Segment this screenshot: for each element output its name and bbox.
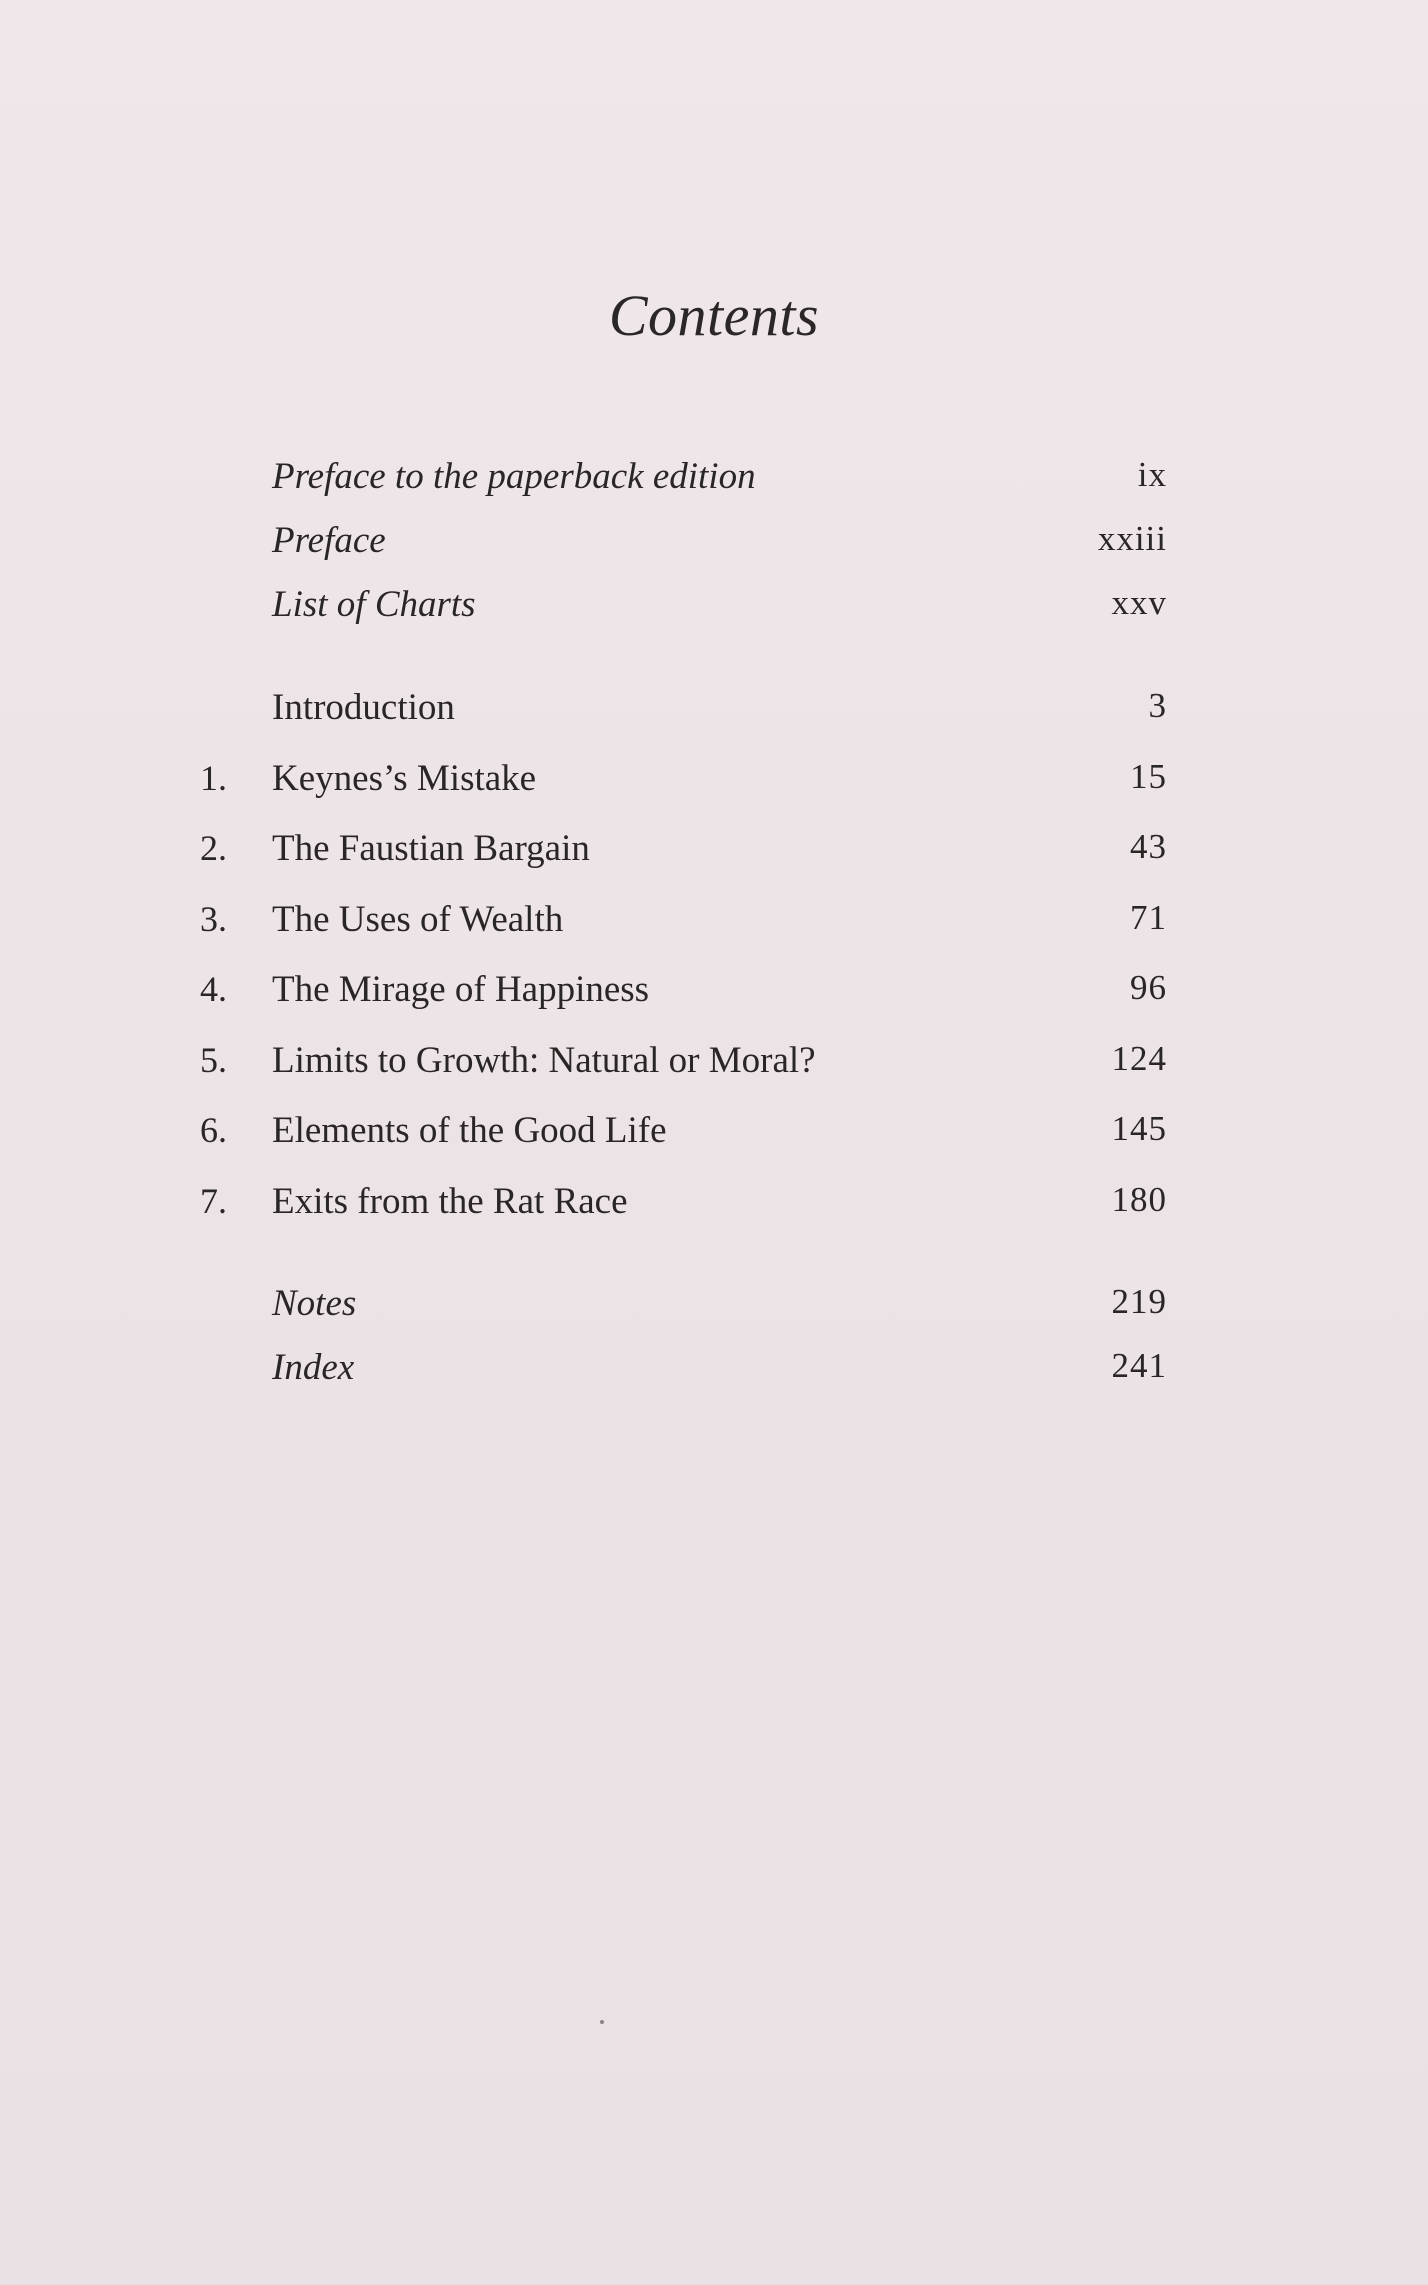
toc-entry-label: List of Charts <box>272 584 476 625</box>
toc-entry-introduction[interactable] <box>272 686 1167 734</box>
toc-entry-list-of-charts[interactable] <box>272 583 1167 631</box>
toc-entry-label: Notes <box>272 1283 357 1324</box>
toc-entry-page: 241 <box>1111 1346 1167 1385</box>
toc-entry-page: 124 <box>1111 1039 1167 1078</box>
toc-entry-page: 3 <box>1148 686 1167 725</box>
toc-entry-label: Preface to the paperback edition <box>272 456 756 497</box>
toc-entry-chapter-3[interactable] <box>200 898 1167 946</box>
toc-entry-chapter-1[interactable] <box>200 757 1167 805</box>
chapter-number: 6. <box>200 1110 227 1150</box>
toc-entry-page: 43 <box>1130 827 1167 866</box>
toc-entry-page: xxv <box>1111 583 1167 622</box>
toc-entry-label: Index <box>272 1347 355 1388</box>
toc-entry-page: 15 <box>1130 757 1167 796</box>
toc-entry-page: 71 <box>1130 898 1167 937</box>
toc-entry-preface-paperback[interactable] <box>272 455 1167 503</box>
toc-entry-label: Introduction <box>272 687 455 728</box>
page-mark <box>600 2020 604 2024</box>
toc-entry-page: 145 <box>1111 1109 1167 1148</box>
toc-entry-label: The Mirage of Happiness <box>272 969 650 1010</box>
toc-entry-label: Preface <box>272 520 386 561</box>
toc-entry-notes[interactable] <box>272 1282 1167 1330</box>
chapter-number: 5. <box>200 1040 227 1080</box>
chapter-number: 1. <box>200 758 227 798</box>
toc-entry-preface[interactable] <box>272 519 1167 567</box>
toc-entry-page: xxiii <box>1097 519 1167 558</box>
toc-entry-chapter-6[interactable] <box>200 1109 1167 1157</box>
chapter-number: 4. <box>200 969 227 1009</box>
chapter-number: 3. <box>200 899 227 939</box>
toc-entry-label: Keynes’s Mistake <box>272 758 537 799</box>
toc-entry-page: ix <box>1137 455 1167 494</box>
toc-entry-index[interactable] <box>272 1346 1167 1394</box>
toc-entry-label: Limits to Growth: Natural or Moral? <box>272 1040 816 1081</box>
toc-entry-label: The Faustian Bargain <box>272 828 590 869</box>
contents-title: Contents <box>608 283 820 348</box>
toc-entry-page: 96 <box>1130 968 1167 1007</box>
chapter-number: 2. <box>200 828 227 868</box>
toc-entry-page: 219 <box>1111 1282 1167 1321</box>
toc-entry-label: The Uses of Wealth <box>272 899 564 940</box>
toc-entry-page: 180 <box>1111 1180 1167 1219</box>
toc-entry-chapter-7[interactable] <box>200 1180 1167 1228</box>
toc-entry-label: Exits from the Rat Race <box>272 1181 628 1222</box>
toc-entry-chapter-5[interactable] <box>200 1039 1167 1087</box>
toc-entry-label: Elements of the Good Life <box>272 1110 667 1151</box>
toc-entry-chapter-2[interactable] <box>200 827 1167 875</box>
chapter-number: 7. <box>200 1181 227 1221</box>
toc-entry-chapter-4[interactable] <box>200 968 1167 1016</box>
